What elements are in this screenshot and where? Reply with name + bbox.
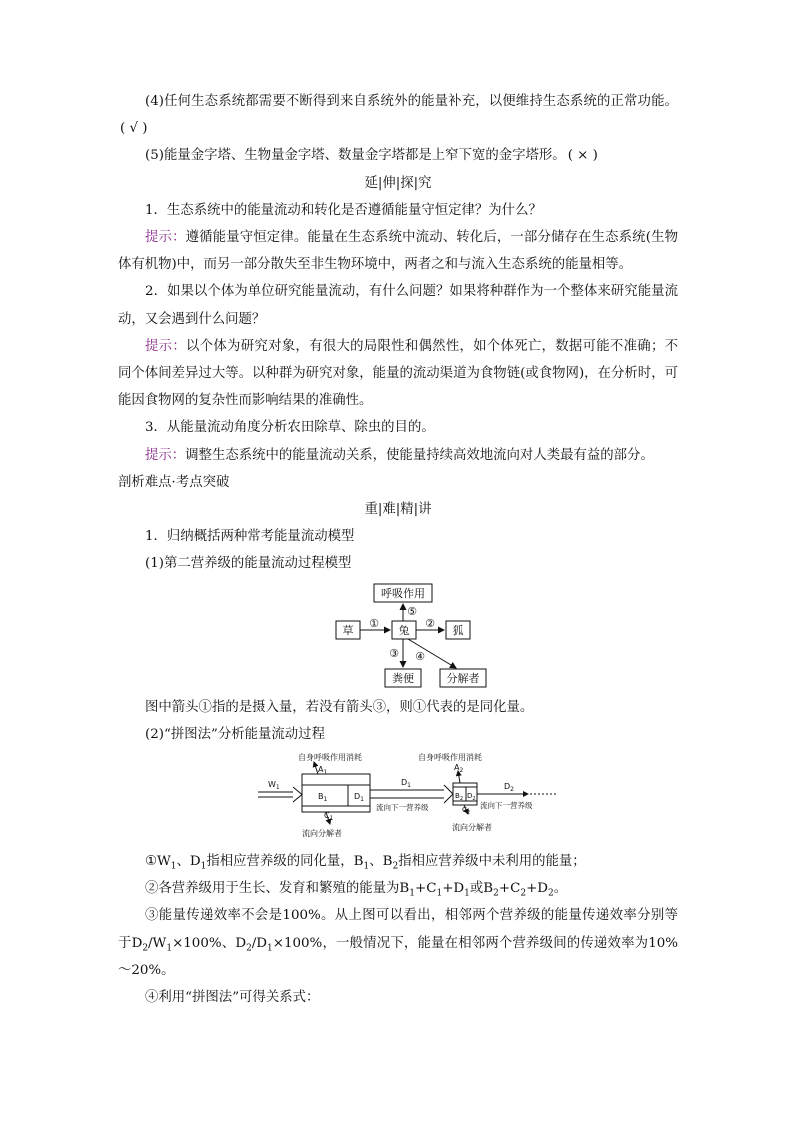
statement-4: [118, 88, 678, 142]
b1-label: $B_1$: [318, 792, 328, 804]
next-level-label-2: 流向下一营养级: [480, 801, 533, 811]
grass-label: 草: [342, 623, 354, 637]
model-2-title: (2)“拼图法”分析能量流动过程: [145, 726, 325, 742]
point-2: ②各营养级用于生长、发育和繁殖的能量为$B_1+C_1+D_1$或$B_2+C_2+D_2$。: [145, 881, 568, 899]
answer-1-text: 遵循能量守恒定律。能量在生态系统中流动、转化后，一部分储存在生态系统(生物体有机物)中，而另一部分散失至非生物环境中，两者之和与流入生态系统的能量相等。: [118, 230, 678, 273]
model-1-title: (1)第二营养级的能量流动过程模型: [145, 556, 352, 572]
point-4: ④利用“拼图法”可得关系式：: [145, 990, 320, 1006]
arrow-2-label: ②: [425, 616, 435, 630]
a1-label: $A_1$: [318, 765, 328, 777]
rabbit-label: 兔: [398, 623, 410, 637]
tip-label: 提示：: [145, 447, 186, 463]
decomposer-flow-label-2: 流向分解者: [452, 823, 492, 833]
explore-answer-3: [118, 442, 678, 469]
explore-question-1: 1．生态系统中的能量流动和转化是否遵循能量守恒定律？为什么？: [145, 202, 542, 218]
arrow-5-label: ⑤: [407, 604, 417, 618]
w1-label: $W_1$: [268, 780, 280, 792]
b2-label: $B_2$: [455, 792, 463, 803]
fox-label: 狐: [452, 623, 464, 637]
point-1: $①W_1$、$D_1$指相应营养级的同化量，$B_1$、$B_2$指相应营养级中未利用的能量；: [145, 854, 586, 872]
decomposer-label: 分解者: [446, 671, 480, 685]
d2-box-label: $D_2$: [467, 792, 476, 803]
analysis-heading: 重|难|精|讲: [364, 502, 432, 518]
energy-flow-diagram-model-1: [118, 582, 678, 690]
tip-label: 提示：: [145, 338, 187, 354]
item-1-title: 1．归纳概括两种常考能量流动模型: [145, 529, 355, 545]
d2-arrow-label: $D_2$: [504, 782, 514, 794]
section-title: 剖析难点·考点突破: [118, 474, 230, 490]
statement-4-text: (4)任何生态系统都需要不断得到来自系统外的能量补充，以便维持生态系统的正常功能。: [145, 94, 678, 109]
explore-question-3: 3．从能量流动角度分析农田除草、除虫的目的。: [145, 420, 435, 436]
statement-4-answer: ( √ ): [120, 121, 148, 137]
energy-flow-diagram-jigsaw: [118, 752, 678, 844]
a2-label: $A_2$: [454, 763, 464, 775]
explore-answer-2: [118, 333, 678, 415]
c2-label: $C_2$: [462, 806, 471, 817]
self-respiration-label-1: 自身呼吸作用消耗: [298, 753, 362, 763]
answer-3-text: 调整生态系统中的能量流动关系，使能量持续高效地流向对人类最有益的部分。: [185, 447, 654, 463]
c1-label: $C_1$: [324, 811, 334, 823]
d1-box-label: $D_1$: [354, 792, 364, 804]
arrow-3-label: ③: [389, 646, 399, 660]
arrow-4-label: ④: [415, 649, 425, 663]
next-level-label-1: 流向下一营养级: [376, 803, 429, 813]
decomposer-flow-label-1: 流向分解者: [302, 829, 342, 839]
answer-2-text: 以个体为研究对象，有很大的局限性和偶然性，如个体死亡，数据可能不准确；不同个体间差异过大等。以种群为研究对象，能量的流动渠道为食物链(或食物网)，在分析时，可能因食物网的复杂性而影响结果的准确性。: [118, 338, 679, 409]
d1-arrow-label: $D_1$: [401, 778, 411, 790]
arrow-1-label: ①: [369, 616, 379, 630]
feces-label: 粪便: [392, 671, 414, 685]
statement-5-text: (5)能量金字塔、生物量金字塔、数量金字塔都是上窄下宽的金字塔形。: [145, 148, 566, 164]
statement-5-answer: ( × ): [567, 148, 598, 164]
explore-question-2: 2．如果以个体为单位研究能量流动，有什么问题？如果将种群作为一个整体来研究能量流动，又会遇到什么问题？: [118, 284, 678, 327]
statement-5: [118, 142, 678, 169]
explore-answer-1: [118, 224, 678, 278]
self-respiration-label-2: 自身呼吸作用消耗: [418, 753, 482, 763]
document-page: [118, 88, 678, 1011]
model-1-note: 图中箭头①指的是摄入量，若没有箭头③，则①代表的是同化量。: [145, 699, 534, 715]
tip-label: 提示：: [145, 230, 186, 246]
respiration-label: 呼吸作用: [381, 586, 425, 600]
explore-heading: 延|伸|探|究: [364, 175, 432, 191]
point-3: ③能量传递效率不会是100%。从上图可以看出，相邻两个营养级的能量传递效率分别等于$D_2/W_1\times 100\%$、$D_2/D_1\times 100\%$，一般情况下，能量在相邻两个营养级间的传递效率为10%～20%。: [118, 908, 678, 978]
